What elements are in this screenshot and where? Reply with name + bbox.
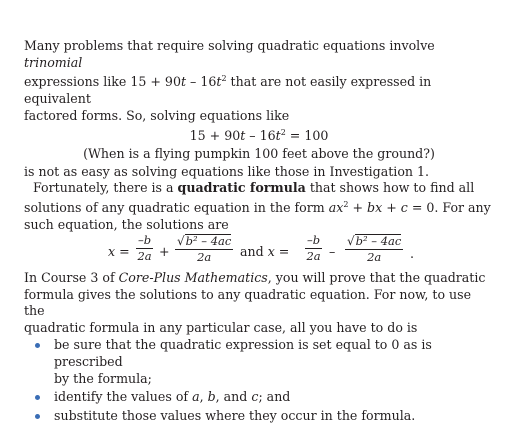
display-equation	[24, 125, 494, 145]
list-item	[24, 408, 494, 425]
body-text: solutions of any quadratic equation in the form	[24, 199, 329, 215]
list-item	[24, 337, 494, 387]
body-text: In Course 3 of	[24, 270, 119, 286]
fraction-neg-b	[136, 234, 153, 263]
body-text: quadratic formula in any particular case, all you have to do is	[24, 319, 418, 335]
steps-list	[24, 337, 494, 424]
intro-text: Many problems that require solving quadratic equations involve	[24, 38, 435, 53]
operator: +	[382, 199, 401, 215]
variable-b: b	[367, 199, 376, 215]
course-paragraph	[24, 270, 494, 336]
fraction-root-2	[345, 234, 403, 264]
sqrt-icon: √	[177, 234, 185, 249]
variable-x: x	[267, 244, 275, 260]
body-text: Fortunately, there is a	[33, 180, 178, 196]
root-numerator	[175, 234, 233, 250]
list-item-text: substitute those values where they occur in the formula.	[54, 407, 416, 423]
fraction-numerator: –b	[138, 233, 152, 248]
pumpkin-question	[24, 146, 494, 163]
fraction-root	[175, 234, 233, 264]
equals-sign: =	[115, 244, 130, 260]
minus-sign: –	[329, 244, 336, 260]
variable-t: t	[180, 74, 187, 90]
equation-part: = 100	[285, 128, 329, 144]
body-text: , you will prove that the quadratic	[267, 270, 486, 286]
and-word: and	[240, 244, 268, 260]
period: .	[410, 246, 415, 262]
variable-x: x	[108, 244, 116, 260]
variable-c: c	[251, 389, 259, 405]
fraction-denominator: 2a	[306, 249, 321, 264]
body-text: such equation, the solutions are	[24, 216, 229, 232]
intro-paragraph	[24, 38, 494, 124]
separator: ,	[199, 389, 208, 405]
equals-sign: =	[274, 244, 290, 260]
and-text	[240, 244, 289, 261]
question-text: (When is a flying pumpkin 100 feet above the ground?)	[83, 145, 435, 161]
radicand: b² – 4ac	[355, 234, 402, 249]
quadratic-formula-term: quadratic formula	[177, 180, 306, 196]
exponent: 2	[343, 199, 349, 209]
fortunately-paragraph	[24, 180, 494, 233]
trinomial-term: trinomial	[24, 54, 83, 70]
root-numerator	[345, 234, 403, 250]
exponent: 2	[221, 74, 227, 84]
list-item-text: be sure that the quadratic expression is set equal to 0 as is prescribed	[54, 337, 432, 370]
body-text: is not as easy as solving equations like those in Investigation 1.	[24, 163, 430, 179]
variable-a: a	[192, 389, 200, 405]
variable-x: x	[336, 199, 344, 215]
fraction-denominator: 2a	[197, 250, 212, 265]
intro-text: factored forms. So, solving equations like	[24, 107, 290, 123]
variable-c: c	[400, 199, 408, 215]
variable-t: t	[240, 128, 246, 144]
plus-sign: +	[159, 244, 170, 260]
body-text: that shows how to find all	[305, 180, 475, 196]
exponent: 2	[280, 128, 286, 138]
bullet-icon	[35, 343, 40, 348]
equation-part: – 16	[245, 128, 276, 144]
intro-text: that are not easily expressed in equivalent	[24, 74, 432, 106]
fraction-neg-b-2	[305, 234, 322, 263]
equation-part: 15 + 90	[189, 128, 241, 144]
variable-x: x	[375, 199, 383, 215]
fraction-denominator: 2a	[137, 249, 152, 264]
variable-a: a	[328, 199, 337, 215]
variable-t: t	[275, 128, 281, 144]
bullet-icon	[35, 414, 40, 419]
intro-expression-mid: – 16	[186, 74, 217, 90]
fraction-numerator: –b	[307, 233, 321, 248]
body-text: formula gives the solutions to any quadratic equation. For now, to use the	[24, 286, 472, 319]
textbook-page	[24, 38, 494, 426]
not-as-easy-line	[24, 164, 494, 181]
list-item-text: by the formula;	[54, 370, 152, 386]
bullet-icon	[35, 395, 40, 400]
sqrt-icon: √	[347, 234, 355, 249]
variable-b: b	[207, 389, 216, 405]
list-item-text: identify the values of	[54, 389, 193, 405]
body-text: = 0. For any	[407, 199, 491, 215]
form-line	[24, 197, 491, 217]
formula-left	[108, 244, 130, 261]
separator: , and	[215, 389, 252, 405]
book-title: Core-Plus Mathematics	[118, 270, 268, 286]
list-item-text: ; and	[258, 389, 291, 405]
variable-t: t	[216, 74, 222, 90]
intro-expression: expressions like 15 + 90	[24, 74, 181, 90]
operator: +	[348, 199, 368, 215]
radicand: b² – 4ac	[185, 234, 232, 249]
quadratic-formula	[24, 234, 494, 268]
list-item	[24, 389, 494, 406]
fraction-denominator: 2a	[367, 250, 382, 265]
